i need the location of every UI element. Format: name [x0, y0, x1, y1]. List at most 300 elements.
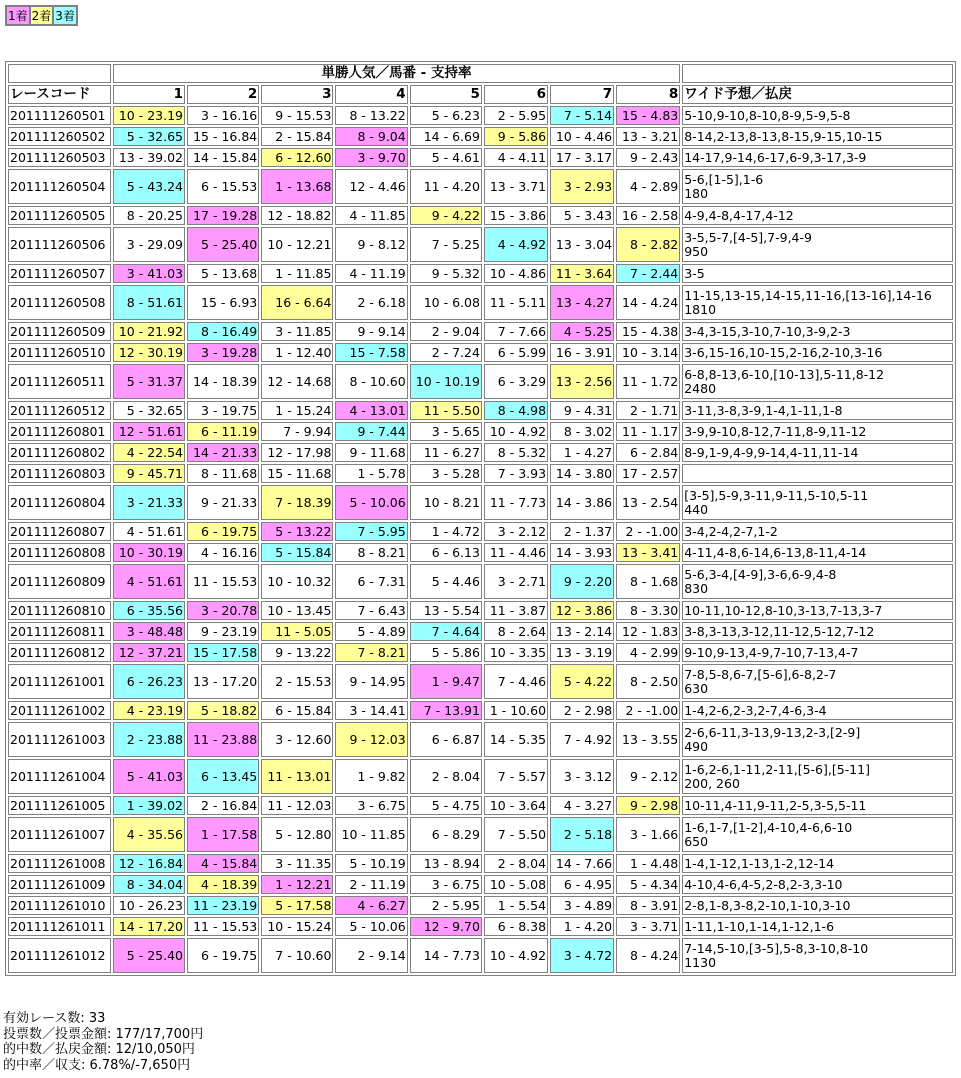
rank-cell: 10 - 23.19 — [113, 106, 185, 125]
rank-cell: 1 - 39.02 — [113, 796, 185, 815]
rank-cell: 7 - 5.50 — [484, 817, 548, 852]
rank-cell: 7 - 5.14 — [550, 106, 614, 125]
rank-cell: 10 - 8.21 — [410, 485, 482, 520]
rank-cell: 13 - 3.19 — [550, 643, 614, 662]
rank-cell: 9 - 23.19 — [187, 622, 259, 641]
wide-picks: 3-8,3-13,3-12,11-12,5-12,7-12 — [684, 623, 875, 639]
rank-cell: 10 - 26.23 — [113, 896, 185, 915]
wide-picks: 4-9,4-8,4-17,4-12 — [684, 207, 794, 223]
race-row — [8, 106, 953, 125]
wide-cell — [682, 169, 953, 204]
rank-cell: 9 - 5.86 — [484, 127, 548, 146]
wide-cell — [682, 854, 953, 873]
wide-cell — [682, 601, 953, 620]
rank-cell: 10 - 4.92 — [484, 938, 548, 973]
rank-cell: 9 - 45.71 — [113, 464, 185, 483]
rank-cell: 5 - 4.46 — [410, 564, 482, 599]
rank-cell: 3 - 29.09 — [113, 227, 185, 262]
race-row — [8, 206, 953, 225]
rank-cell: 14 - 6.69 — [410, 127, 482, 146]
wide-cell — [682, 664, 953, 699]
wide-cell — [682, 817, 953, 852]
race-row — [8, 564, 953, 599]
rank-cell: 9 - 7.44 — [335, 422, 407, 441]
rank-cell: 3 - 5.65 — [410, 422, 482, 441]
rank-cell: 3 - 3.71 — [616, 917, 680, 936]
rank-cell: 4 - 11.19 — [335, 264, 407, 283]
race-code: 201111260504 — [8, 169, 111, 204]
race-row — [8, 127, 953, 146]
wide-picks: 3-9,9-10,8-12,7-11,8-9,11-12 — [684, 423, 867, 439]
wide-picks: 3-6,15-16,10-15,2-16,2-10,3-16 — [684, 344, 883, 360]
rank-cell: 2 - 5.95 — [410, 896, 482, 915]
rank-cell: 8 - 10.60 — [335, 364, 407, 399]
rank-cell: 5 - 25.40 — [187, 227, 259, 262]
rank-cell: 11 - 5.05 — [261, 622, 333, 641]
rank-cell: 4 - 4.92 — [484, 227, 548, 262]
summary-line-1: 有効レース数: 33 — [3, 1011, 106, 1026]
summary-line-4: 的中率／収支: 6.78%/-7,650円 — [3, 1057, 191, 1073]
rank-cell: 3 - 19.75 — [187, 401, 259, 420]
wide-cell — [682, 522, 953, 541]
group-header: 単勝人気／馬番 - 支持率 — [113, 64, 680, 83]
summary-line-3: 的中数／払戻金額: 12/10,050円 — [3, 1042, 195, 1057]
summary-block — [3, 1011, 203, 1073]
rank-cell: 5 - 41.03 — [113, 759, 185, 794]
race-code: 201111260803 — [8, 464, 111, 483]
rank-cell: 5 - 4.89 — [335, 622, 407, 641]
rank-cell: 8 - 1.68 — [616, 564, 680, 599]
wide-picks: 3-4,2-4,2-7,1-2 — [684, 523, 778, 539]
rank-cell: 7 - 6.43 — [335, 601, 407, 620]
rank-header-1: 1 — [113, 85, 185, 104]
race-row — [8, 601, 953, 620]
rank-cell: 8 - 11.68 — [187, 464, 259, 483]
rank-cell: 6 - 13.45 — [187, 759, 259, 794]
rank-cell: 6 - 35.56 — [113, 601, 185, 620]
rank-cell: 8 - 16.49 — [187, 322, 259, 341]
rank-cell: 3 - 3.12 — [550, 759, 614, 794]
wide-picks: 8-14,2-13,8-13,8-15,9-15,10-15 — [684, 128, 883, 144]
rank-cell: 9 - 8.12 — [335, 227, 407, 262]
rank-cell: 12 - 16.84 — [113, 854, 185, 873]
rank-cell: 17 - 19.28 — [187, 206, 259, 225]
rank-cell: 4 - 2.89 — [616, 169, 680, 204]
race-code: 201111261004 — [8, 759, 111, 794]
rank-cell: 5 - 13.22 — [261, 522, 333, 541]
race-row — [8, 169, 953, 204]
race-code: 201111261012 — [8, 938, 111, 973]
rank-cell: 9 - 9.14 — [335, 322, 407, 341]
rank-cell: 5 - 17.58 — [261, 896, 333, 915]
rank-cell: 8 - 4.98 — [484, 401, 548, 420]
race-code: 201111260508 — [8, 285, 111, 320]
rank-cell: 2 - 9.04 — [410, 322, 482, 341]
rank-cell: 7 - 9.94 — [261, 422, 333, 441]
rank-cell: 3 - 48.48 — [113, 622, 185, 641]
rank-cell: 10 - 3.14 — [616, 343, 680, 362]
wide-cell — [682, 364, 953, 399]
rank-cell: 3 - 12.60 — [261, 722, 333, 757]
wide-picks: 3-4,3-15,3-10,7-10,3-9,2-3 — [684, 323, 851, 339]
header-blank-cell — [682, 64, 953, 83]
rank-cell: 2 - -1.00 — [616, 701, 680, 720]
rank-cell: 4 - 51.61 — [113, 564, 185, 599]
rank-cell: 1 - 11.85 — [261, 264, 333, 283]
rank-cell: 11 - 23.88 — [187, 722, 259, 757]
rank-cell: 8 - 20.25 — [113, 206, 185, 225]
wide-cell — [682, 443, 953, 462]
rank-cell: 15 - 4.38 — [616, 322, 680, 341]
rank-cell: 11 - 4.46 — [484, 543, 548, 562]
race-code-header: レースコード — [8, 85, 111, 104]
rank-cell: 9 - 2.43 — [616, 148, 680, 167]
rank-cell: 6 - 26.23 — [113, 664, 185, 699]
wide-cell — [682, 127, 953, 146]
rank-cell: 1 - 10.60 — [484, 701, 548, 720]
race-row — [8, 938, 953, 973]
rank-cell: 7 - 4.64 — [410, 622, 482, 641]
race-row — [8, 464, 953, 483]
rank-cell: 5 - 18.82 — [187, 701, 259, 720]
wide-cell — [682, 148, 953, 167]
wide-payout: 650 — [684, 833, 709, 849]
rank-cell: 14 - 4.24 — [616, 285, 680, 320]
rank-cell: 15 - 3.86 — [484, 206, 548, 225]
wide-picks: 6-8,8-13,6-10,[10-13],5-11,8-12 — [684, 366, 885, 382]
race-row — [8, 227, 953, 262]
rank-cell: 11 - 1.17 — [616, 422, 680, 441]
rank-cell: 3 - 2.71 — [484, 564, 548, 599]
rank-cell: 6 - 19.75 — [187, 938, 259, 973]
wide-cell — [682, 264, 953, 283]
rank-cell: 11 - 1.72 — [616, 364, 680, 399]
rank-cell: 3 - 41.03 — [113, 264, 185, 283]
wide-payout: 830 — [684, 580, 709, 596]
rank-cell: 4 - 35.56 — [113, 817, 185, 852]
wide-picks: 4-11,4-8,6-14,6-13,8-11,4-14 — [684, 544, 867, 560]
wide-cell — [682, 422, 953, 441]
rank-cell: 10 - 12.21 — [261, 227, 333, 262]
race-code: 201111260509 — [8, 322, 111, 341]
wide-cell — [682, 701, 953, 720]
rank-cell: 5 - 31.37 — [113, 364, 185, 399]
race-code: 201111261008 — [8, 854, 111, 873]
rank-cell: 10 - 10.19 — [410, 364, 482, 399]
race-row — [8, 817, 953, 852]
rank-cell: 7 - 10.60 — [261, 938, 333, 973]
rank-cell: 14 - 3.80 — [550, 464, 614, 483]
rank-cell: 9 - 4.22 — [410, 206, 482, 225]
wide-picks: 3-11,3-8,3-9,1-4,1-11,1-8 — [684, 402, 843, 418]
rank-cell: 11 - 15.53 — [187, 917, 259, 936]
rank-cell: 5 - 25.40 — [113, 938, 185, 973]
race-code: 201111261007 — [8, 817, 111, 852]
race-code: 201111261010 — [8, 896, 111, 915]
rank-cell: 9 - 4.31 — [550, 401, 614, 420]
rank-cell: 6 - 5.99 — [484, 343, 548, 362]
race-row — [8, 796, 953, 815]
wide-payout: 1810 — [684, 301, 717, 317]
rank-cell: 8 - 5.32 — [484, 443, 548, 462]
race-code: 201111261003 — [8, 722, 111, 757]
finish-legend — [5, 5, 78, 26]
wide-picks: 5-6,3-4,[4-9],3-6,6-9,4-8 — [684, 566, 837, 582]
column-header-row — [8, 85, 953, 104]
rank-cell: 6 - 19.75 — [187, 522, 259, 541]
rank-cell: 7 - 8.21 — [335, 643, 407, 662]
rank-cell: 2 - 11.19 — [335, 875, 407, 894]
wide-cell — [682, 917, 953, 936]
rank-cell: 13 - 5.54 — [410, 601, 482, 620]
race-row — [8, 522, 953, 541]
rank-cell: 2 - 7.24 — [410, 343, 482, 362]
rank-cell: 15 - 6.93 — [187, 285, 259, 320]
rank-cell: 3 - 9.70 — [335, 148, 407, 167]
rank-cell: 4 - 6.27 — [335, 896, 407, 915]
wide-cell — [682, 322, 953, 341]
rank-cell: 10 - 4.92 — [484, 422, 548, 441]
wide-payout: 1130 — [684, 954, 717, 970]
rank-cell: 4 - 22.54 — [113, 443, 185, 462]
rank-cell: 12 - 17.98 — [261, 443, 333, 462]
wide-picks: 2-8,1-8,3-8,2-10,1-10,3-10 — [684, 897, 851, 913]
rank-cell: 13 - 2.56 — [550, 364, 614, 399]
rank-cell: 1 - 12.40 — [261, 343, 333, 362]
wide-cell — [682, 564, 953, 599]
rank-cell: 8 - 3.91 — [616, 896, 680, 915]
rank-cell: 2 - 5.18 — [550, 817, 614, 852]
wide-cell — [682, 896, 953, 915]
wide-payout: 630 — [684, 680, 709, 696]
rank-cell: 5 - 4.61 — [410, 148, 482, 167]
rank-cell: 5 - 6.23 — [410, 106, 482, 125]
race-code: 201111260809 — [8, 564, 111, 599]
rank-cell: 13 - 39.02 — [113, 148, 185, 167]
rank-cell: 13 - 3.04 — [550, 227, 614, 262]
rank-cell: 5 - 32.65 — [113, 127, 185, 146]
rank-cell: 4 - 11.85 — [335, 206, 407, 225]
race-row — [8, 264, 953, 283]
wide-cell — [682, 796, 953, 815]
rank-header-3: 3 — [261, 85, 333, 104]
race-code: 201111261005 — [8, 796, 111, 815]
wide-payout: 490 — [684, 738, 709, 754]
wide-picks: 11-15,13-15,14-15,11-16,[13-16],14-16 — [684, 287, 932, 303]
rank-cell: 13 - 2.54 — [616, 485, 680, 520]
race-code: 201111260804 — [8, 485, 111, 520]
rank-cell: 8 - 2.50 — [616, 664, 680, 699]
rank-cell: 4 - 23.19 — [113, 701, 185, 720]
wide-cell — [682, 759, 953, 794]
rank-cell: 9 - 15.53 — [261, 106, 333, 125]
rank-cell: 8 - 3.02 — [550, 422, 614, 441]
rank-cell: 14 - 5.35 — [484, 722, 548, 757]
rank-cell: 13 - 4.27 — [550, 285, 614, 320]
wide-picks: [3-5],5-9,3-11,9-11,5-10,5-11 — [684, 487, 869, 503]
wide-cell — [682, 622, 953, 641]
rank-cell: 2 - 15.84 — [261, 127, 333, 146]
race-row — [8, 443, 953, 462]
rank-cell: 5 - 4.34 — [616, 875, 680, 894]
wide-cell — [682, 343, 953, 362]
rank-cell: 6 - 2.84 — [616, 443, 680, 462]
wide-picks: 1-11,1-10,1-14,1-12,1-6 — [684, 918, 835, 934]
rank-cell: 14 - 3.86 — [550, 485, 614, 520]
rank-header-8: 8 — [616, 85, 680, 104]
rank-cell: 2 - 9.14 — [335, 938, 407, 973]
rank-cell: 4 - 51.61 — [113, 522, 185, 541]
wide-picks: 9-10,9-13,4-9,7-10,7-13,4-7 — [684, 644, 859, 660]
rank-cell: 1 - 9.82 — [335, 759, 407, 794]
rank-cell: 1 - 5.78 — [335, 464, 407, 483]
rank-cell: 4 - 13.01 — [335, 401, 407, 420]
rank-cell: 4 - 3.27 — [550, 796, 614, 815]
rank-cell: 1 - 15.24 — [261, 401, 333, 420]
rank-cell: 11 - 15.53 — [187, 564, 259, 599]
rank-cell: 1 - 17.58 — [187, 817, 259, 852]
wide-cell — [682, 206, 953, 225]
rank-cell: 9 - 11.68 — [335, 443, 407, 462]
wide-picks: 3-5 — [684, 265, 705, 281]
rank-cell: 6 - 6.13 — [410, 543, 482, 562]
rank-cell: 1 - 4.72 — [410, 522, 482, 541]
rank-cell: 5 - 10.19 — [335, 854, 407, 873]
rank-cell: 13 - 3.71 — [484, 169, 548, 204]
rank-cell: 15 - 16.84 — [187, 127, 259, 146]
race-code: 201111261001 — [8, 664, 111, 699]
wide-picks: 3-5,5-7,[4-5],7-9,4-9 — [684, 229, 812, 245]
rank-cell: 12 - 14.68 — [261, 364, 333, 399]
wide-picks: 7-14,5-10,[3-5],5-8,3-10,8-10 — [684, 940, 869, 956]
rank-cell: 7 - 4.92 — [550, 722, 614, 757]
rank-cell: 14 - 7.73 — [410, 938, 482, 973]
wide-picks: 5-10,9-10,8-10,8-9,5-9,5-8 — [684, 107, 851, 123]
rank-cell: 5 - 32.65 — [113, 401, 185, 420]
rank-cell: 4 - 4.11 — [484, 148, 548, 167]
rank-cell: 10 - 5.08 — [484, 875, 548, 894]
race-row — [8, 664, 953, 699]
rank-cell: 13 - 3.55 — [616, 722, 680, 757]
wide-payout: 440 — [684, 501, 709, 517]
rank-cell: 5 - 4.22 — [550, 664, 614, 699]
rank-cell: 14 - 15.84 — [187, 148, 259, 167]
rank-cell: 8 - 51.61 — [113, 285, 185, 320]
rank-cell: 7 - 5.95 — [335, 522, 407, 541]
rank-cell: 2 - 1.71 — [616, 401, 680, 420]
rank-cell: 10 - 10.32 — [261, 564, 333, 599]
rank-cell: 2 - 23.88 — [113, 722, 185, 757]
rank-cell: 10 - 13.45 — [261, 601, 333, 620]
rank-cell: 5 - 5.86 — [410, 643, 482, 662]
rank-cell: 10 - 3.35 — [484, 643, 548, 662]
rank-cell: 8 - 9.04 — [335, 127, 407, 146]
rank-cell: 9 - 21.33 — [187, 485, 259, 520]
rank-header-5: 5 — [410, 85, 482, 104]
rank-cell: 9 - 5.32 — [410, 264, 482, 283]
rank-cell: 1 - 4.27 — [550, 443, 614, 462]
rank-cell: 3 - 2.93 — [550, 169, 614, 204]
race-row — [8, 148, 953, 167]
race-code: 201111260511 — [8, 364, 111, 399]
race-code: 201111260807 — [8, 522, 111, 541]
rank-cell: 7 - 4.46 — [484, 664, 548, 699]
rank-cell: 6 - 3.29 — [484, 364, 548, 399]
rank-cell: 10 - 30.19 — [113, 543, 185, 562]
wide-picks: 1-4,1-12,1-13,1-2,12-14 — [684, 855, 835, 871]
race-row — [8, 401, 953, 420]
rank-cell: 13 - 3.21 — [616, 127, 680, 146]
wide-payout: 2480 — [684, 380, 717, 396]
wide-payout: 180 — [684, 185, 709, 201]
rank-cell: 12 - 3.86 — [550, 601, 614, 620]
rank-cell: 16 - 6.64 — [261, 285, 333, 320]
rank-cell: 4 - 18.39 — [187, 875, 259, 894]
rank-cell: 3 - 11.35 — [261, 854, 333, 873]
race-row — [8, 364, 953, 399]
rank-cell: 5 - 15.84 — [261, 543, 333, 562]
race-row — [8, 896, 953, 915]
rank-cell: 11 - 5.11 — [484, 285, 548, 320]
rank-cell: 9 - 2.98 — [616, 796, 680, 815]
race-code: 201111260802 — [8, 443, 111, 462]
rank-cell: 5 - 3.43 — [550, 206, 614, 225]
rank-cell: 15 - 7.58 — [335, 343, 407, 362]
rank-cell: 7 - 7.66 — [484, 322, 548, 341]
wide-cell — [682, 722, 953, 757]
rank-cell: 10 - 21.92 — [113, 322, 185, 341]
rank-cell: 1 - 13.68 — [261, 169, 333, 204]
rank-cell: 8 - 2.64 — [484, 622, 548, 641]
rank-cell: 10 - 11.85 — [335, 817, 407, 852]
race-row — [8, 285, 953, 320]
wide-picks: 2-6,6-11,3-13,9-13,2-3,[2-9] — [684, 724, 861, 740]
rank-cell: 11 - 5.50 — [410, 401, 482, 420]
wide-header: ワイド予想／払戻 — [682, 85, 953, 104]
rank-cell: 5 - 10.06 — [335, 485, 407, 520]
rank-cell: 12 - 18.82 — [261, 206, 333, 225]
rank-cell: 10 - 3.64 — [484, 796, 548, 815]
rank-cell: 12 - 51.61 — [113, 422, 185, 441]
rank-cell: 3 - 4.72 — [550, 938, 614, 973]
rank-cell: 6 - 7.31 — [335, 564, 407, 599]
rank-cell: 11 - 12.03 — [261, 796, 333, 815]
rank-cell: 4 - 16.16 — [187, 543, 259, 562]
rank-cell: 1 - 9.47 — [410, 664, 482, 699]
rank-cell: 17 - 3.17 — [550, 148, 614, 167]
rank-cell: 6 - 12.60 — [261, 148, 333, 167]
rank-cell: 2 - 8.04 — [484, 854, 548, 873]
rank-cell: 2 - 16.84 — [187, 796, 259, 815]
rank-cell: 12 - 4.46 — [335, 169, 407, 204]
rank-cell: 8 - 4.24 — [616, 938, 680, 973]
race-code: 201111261009 — [8, 875, 111, 894]
rank-cell: 1 - 4.20 — [550, 917, 614, 936]
group-header-row — [8, 64, 953, 83]
race-code: 201111260501 — [8, 106, 111, 125]
rank-header-2: 2 — [187, 85, 259, 104]
rank-cell: 3 - 11.85 — [261, 322, 333, 341]
rank-cell: 16 - 2.58 — [616, 206, 680, 225]
wide-picks: 14-17,9-14,6-17,6-9,3-17,3-9 — [684, 149, 867, 165]
rank-cell: 10 - 4.46 — [550, 127, 614, 146]
rank-cell: 11 - 6.27 — [410, 443, 482, 462]
wide-picks: 4-10,4-6,4-5,2-8,2-3,3-10 — [684, 876, 843, 892]
rank-cell: 2 - 5.95 — [484, 106, 548, 125]
race-row — [8, 643, 953, 662]
rank-cell: 11 - 13.01 — [261, 759, 333, 794]
rank-cell: 13 - 2.14 — [550, 622, 614, 641]
